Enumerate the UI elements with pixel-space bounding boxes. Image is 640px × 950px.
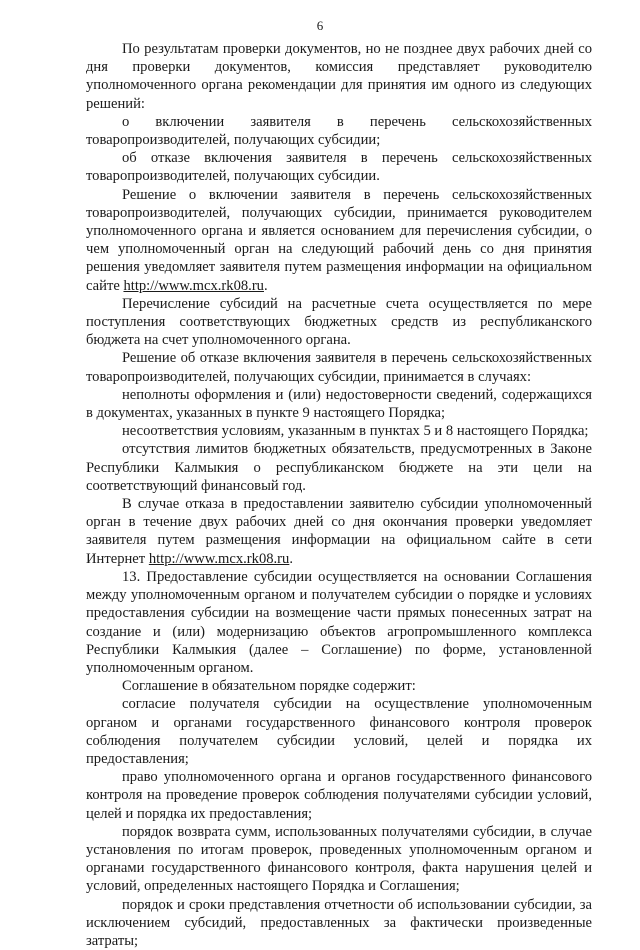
- paragraph-include-decision-text: Решение о включении заявителя в перечень сельскохозяйственных товаропроизводителей, получающих субсидии, принимается руководителем уполномоченного органа и является основанием для перечисления субсидии, о чем уполномоченный орган на следующий рабочий день со дня принятия решения уведомляет заявителя путем размещения информации на официальном сайте: [86, 186, 592, 294]
- document-body: [86, 40, 592, 950]
- sentence-end-2: .: [289, 550, 293, 567]
- paragraph-consent: согласие получателя субсидии на осуществление уполномоченным органом и органами государственного финансового контроля проверок соблюдения получателем субсидии условий, целей и порядка их предоставления;: [86, 696, 592, 767]
- paragraph-section-13: 13. Предоставление субсидии осуществляется на основании Соглашения между уполномоченным органом и получателем субсидии о порядке и условиях предоставления субсидии на возмещение части прямых понесенных затрат на создание и (или) модернизацию объектов агропромышленного комплекса Республики Калмыкия (далее – Соглашение) по форме, установленной уполномоченным органом.: [86, 568, 592, 676]
- paragraph-case-no-limits: отсутствия лимитов бюджетных обязательств, предусмотренных в Законе Республики Калмыкия о республиканском бюджете на эти цели на соответствующий финансовый год.: [86, 441, 592, 494]
- paragraph-agreement-contains: Соглашение в обязательном порядке содержит:: [122, 678, 416, 695]
- official-site-link-2[interactable]: http://www.mcx.rk08.ru: [148, 550, 290, 567]
- paragraph-transfer: Перечисление субсидий на расчетные счета осуществляется по мере поступления соответствующих бюджетных средств из республиканского бюджета на счет уполномоченного органа.: [86, 295, 592, 349]
- paragraph-option-refuse: об отказе включения заявителя в перечень сельскохозяйственных товаропроизводителей, получающих субсидии.: [86, 150, 592, 185]
- paragraph-commission-recommendation: По результатам проверки документов, но не позднее двух рабочих дней со дня проверки документов, комиссия представляет руководителю уполномоченного органа рекомендации для принятия им одного из следующих решений:: [86, 41, 592, 112]
- official-site-link[interactable]: http://www.mcx.rk08.ru: [123, 277, 264, 294]
- paragraph-refusal-notice: [86, 495, 592, 568]
- paragraph-refusal-notice-text: В случае отказа в предоставлении заявителю субсидии уполномоченный орган в течение двух рабочих дней со дня окончания проверки уведомляет заявителя путем размещения информации на официальном сайте в сети Интернет: [86, 496, 592, 567]
- paragraph-case-noncompliance: несоответствия условиям, указанным в пунктах 5 и 8 настоящего Порядка;: [122, 423, 589, 440]
- paragraph-inspection-right: право уполномоченного органа и органов государственного финансового контроля на проведение проверок соблюдения получателями субсидии условий, целей и порядка их предоставления;: [86, 769, 592, 822]
- page-number: 6: [316, 18, 324, 33]
- paragraph-refund-order: порядок возврата сумм, использованных получателями субсидии, в случае установления по итогам проверок, проведенных уполномоченным органом и органами государственного финансового контроля, факта нарушения целей и условий, определенных настоящего Порядка и Соглашения;: [86, 823, 592, 895]
- paragraph-refusal-cases: Решение об отказе включения заявителя в перечень сельскохозяйственных товаропроизводителей, получающих субсидии, принимается в случаях:: [86, 350, 592, 385]
- paragraph-include-decision: [86, 186, 592, 295]
- paragraph-reporting: порядок и сроки представления отчетности об использовании субсидии, за исключением субсидий, предоставленных за фактически произведенные затраты;: [86, 896, 592, 949]
- sentence-end: .: [263, 277, 268, 294]
- paragraph-case-incomplete: неполноты оформления и (или) недостоверности сведений, содержащихся в документах, указанных в пункте 9 настоящего Порядка;: [86, 386, 592, 422]
- paragraph-option-include: о включении заявителя в перечень сельскохозяйственных товаропроизводителей, получающих субсидии;: [86, 113, 592, 149]
